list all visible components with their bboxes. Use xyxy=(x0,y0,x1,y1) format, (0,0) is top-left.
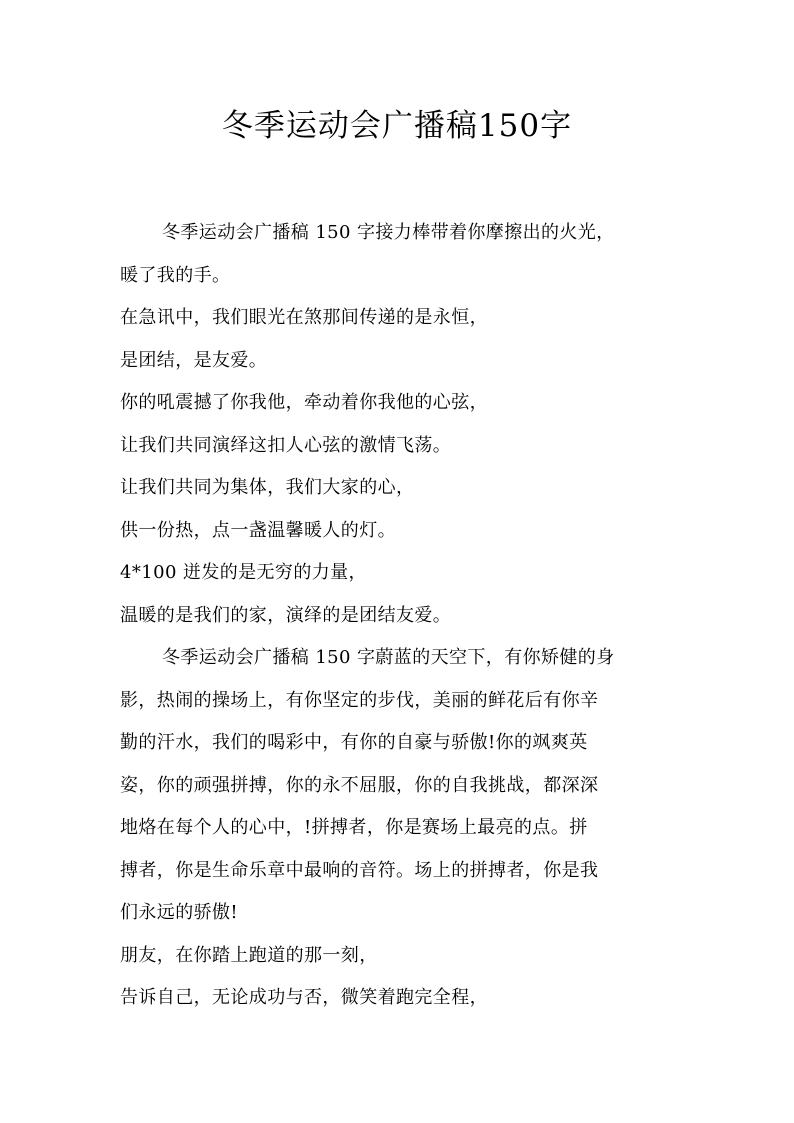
text-line: 暖了我的手。 xyxy=(120,264,231,286)
text-line: 勤的汗水，我们的喝彩中，有你的自豪与骄傲!你的飒爽英 xyxy=(120,732,588,753)
text-line: 冬季运动会广播稿 150 字接力棒带着你摩擦出的火光， xyxy=(162,222,615,243)
text-line: 温暖的是我们的家，演绎的是团结友爱。 xyxy=(120,604,452,626)
article-body xyxy=(120,212,680,1020)
text-line: 搏者，你是生命乐章中最响的音符。场上的拼搏者，你是我 xyxy=(120,859,599,881)
text-line: 地烙在每个人的心中，!拼搏者，你是赛场上最亮的点。拼 xyxy=(120,817,588,838)
paragraph xyxy=(120,510,680,553)
text-line: 让我们共同为集体，我们大家的心， xyxy=(120,477,415,498)
page-title: 冬季运动会广播稿150字 xyxy=(221,108,573,144)
paragraph xyxy=(120,297,680,340)
paragraph xyxy=(120,977,680,1020)
paragraph xyxy=(120,340,680,383)
text-line: 朋友，在你踏上跑道的那一刻， xyxy=(120,944,378,966)
paragraph xyxy=(120,425,680,468)
paragraph xyxy=(120,637,680,935)
text-line: 冬季运动会广播稿 150 字蔚蓝的天空下，有你矫健的身 xyxy=(162,647,615,668)
paragraph xyxy=(120,382,680,425)
text-line: 是团结，是友爱。 xyxy=(120,349,268,371)
text-line: 让我们共同演绎这扣人心弦的激情飞荡。 xyxy=(120,434,452,456)
text-line: 供一份热，点一盏温馨暖人的灯。 xyxy=(120,519,396,541)
text-line: 们永远的骄傲! xyxy=(120,902,239,923)
text-line: 姿，你的顽强拼搏，你的永不屈服，你的自我挑战，都深深 xyxy=(120,774,599,796)
text-line: 在急讯中，我们眼光在煞那间传递的是永恒， xyxy=(120,307,488,328)
paragraph xyxy=(120,212,680,297)
text-line: 你的吼震撼了你我他，牵动着你我他的心弦， xyxy=(120,392,488,413)
paragraph xyxy=(120,467,680,510)
text-line: 告诉自己，无论成功与否，微笑着跑完全程， xyxy=(120,987,488,1008)
text-line: 4*100 迸发的是无穷的力量， xyxy=(120,562,367,583)
paragraph xyxy=(120,552,680,595)
text-line: 影，热闹的操场上，有你坚定的步伐，美丽的鲜花后有你辛 xyxy=(120,689,599,711)
paragraph xyxy=(120,935,680,978)
paragraph xyxy=(120,595,680,638)
